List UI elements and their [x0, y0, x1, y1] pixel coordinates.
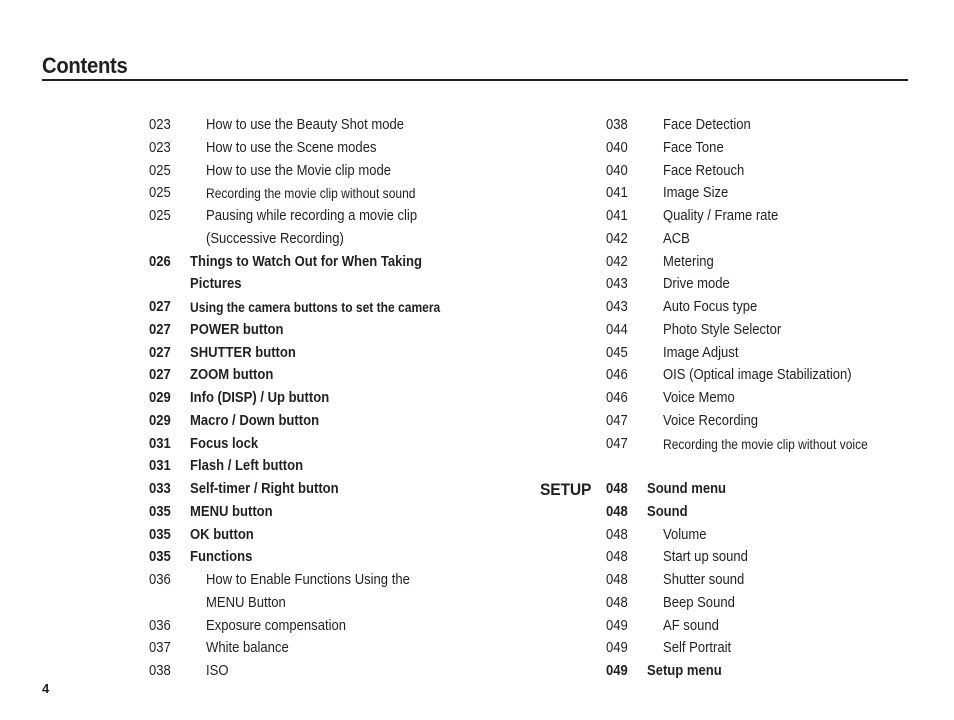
toc-entry[interactable] — [149, 364, 489, 387]
toc-entry[interactable] — [606, 546, 906, 569]
toc-entry-title: ACB — [663, 230, 690, 247]
toc-entry-title: SHUTTER button — [190, 344, 296, 361]
toc-entry-page: 027 — [149, 321, 171, 338]
toc-entry-title: How to use the Movie clip mode — [206, 162, 391, 179]
toc-entry-page: 042 — [606, 253, 628, 270]
toc-entry-title: Recording the movie clip without sound — [206, 185, 416, 202]
toc-entry-title: Face Detection — [663, 117, 751, 133]
toc-entry-page: 038 — [606, 117, 628, 133]
toc-entry[interactable] — [149, 387, 489, 410]
toc-entry[interactable] — [149, 228, 489, 251]
toc-entry[interactable] — [149, 546, 489, 569]
toc-entry-title: POWER button — [190, 321, 284, 338]
toc-entry-title: White balance — [206, 640, 289, 657]
toc-left-column — [149, 114, 489, 683]
toc-entry-title: (Successive Recording) — [206, 230, 344, 247]
toc-entry-title: Info (DISP) / Up button — [190, 390, 330, 406]
toc-entry-page: 031 — [149, 435, 171, 452]
toc-entry-page: 048 — [606, 594, 628, 611]
toc-entry-title: Things to Watch Out for When Taking — [190, 253, 422, 270]
toc-entry[interactable] — [606, 433, 906, 456]
toc-entry-page: 033 — [149, 481, 171, 497]
toc-entry-page: 026 — [149, 253, 171, 270]
toc-entry-page: 041 — [606, 208, 628, 224]
toc-entry[interactable] — [606, 478, 906, 501]
toc-entry-page: 048 — [606, 503, 628, 520]
toc-entry[interactable] — [606, 364, 906, 387]
toc-entry-title: Photo Style Selector — [663, 321, 782, 338]
toc-entry-title: ISO — [206, 663, 229, 679]
toc-entry[interactable] — [606, 660, 906, 683]
toc-entry[interactable] — [149, 319, 489, 342]
title-underline — [42, 79, 908, 81]
toc-entry[interactable] — [149, 296, 489, 319]
toc-entry[interactable] — [606, 387, 906, 410]
toc-entry-page: 029 — [149, 412, 171, 429]
toc-entry-page: 040 — [606, 139, 628, 156]
toc-entry-title: Sound menu — [647, 481, 727, 497]
toc-entry[interactable] — [606, 182, 906, 205]
toc-entry-page: 027 — [149, 344, 171, 361]
toc-entry-title: Voice Memo — [663, 390, 735, 406]
toc-entry-page: 047 — [606, 412, 628, 429]
toc-entry-page: 035 — [149, 503, 171, 520]
toc-entry-page: 038 — [149, 663, 171, 679]
toc-entry-page: 029 — [149, 390, 171, 406]
toc-entry[interactable] — [149, 182, 489, 205]
toc-entry-page: 045 — [606, 344, 628, 361]
toc-entry-title: Image Size — [663, 185, 729, 202]
toc-entry-title: AF sound — [663, 617, 719, 634]
toc-entry-page: 048 — [606, 572, 628, 588]
toc-entry[interactable] — [606, 205, 906, 228]
toc-entry-title: Using the camera buttons to set the camera — [190, 299, 441, 315]
toc-entry[interactable] — [149, 205, 489, 228]
toc-entry[interactable] — [149, 251, 489, 274]
toc-entry[interactable] — [149, 524, 489, 547]
toc-entry[interactable] — [149, 273, 489, 296]
toc-entry[interactable] — [606, 251, 906, 274]
toc-entry-title: Shutter sound — [663, 572, 745, 588]
toc-entry[interactable] — [149, 660, 489, 683]
toc-entry-title: OIS (Optical image Stabilization) — [663, 367, 852, 384]
toc-entry-page: 044 — [606, 321, 628, 338]
toc-entry[interactable] — [149, 592, 489, 615]
toc-entry-page: 048 — [606, 549, 628, 566]
toc-entry[interactable] — [606, 273, 906, 296]
toc-entry-title: Volume — [663, 526, 707, 543]
toc-entry-page: 037 — [149, 640, 171, 657]
toc-entry[interactable] — [149, 501, 489, 524]
page-title: Contents — [42, 53, 128, 78]
toc-entry-page: 046 — [606, 390, 628, 406]
toc-entry-title: Pictures — [190, 276, 242, 293]
toc-entry-title: Functions — [190, 549, 253, 566]
toc-entry[interactable] — [606, 501, 906, 524]
toc-entry-page: 047 — [606, 435, 628, 452]
toc-entry[interactable] — [149, 637, 489, 660]
page-number: 4 — [42, 681, 50, 696]
toc-entry[interactable] — [606, 137, 906, 160]
toc-entry-page: 043 — [606, 299, 628, 315]
toc-entry-title: Pausing while recording a movie clip — [206, 208, 418, 224]
toc-entry[interactable] — [149, 478, 489, 501]
toc-entry-title: Self Portrait — [663, 640, 732, 657]
toc-entry-title: How to use the Scene modes — [206, 139, 377, 156]
toc-entry-title: Focus lock — [190, 435, 259, 452]
toc-entry[interactable] — [606, 114, 906, 137]
toc-entry-title: Sound — [647, 503, 688, 520]
toc-entry[interactable] — [149, 342, 489, 365]
toc-entry[interactable] — [606, 319, 906, 342]
toc-entry-page: 048 — [606, 481, 628, 497]
toc-entry-page: 023 — [149, 117, 171, 133]
toc-entry[interactable] — [149, 569, 489, 592]
toc-entry-page: 025 — [149, 208, 171, 224]
toc-entry-page: 036 — [149, 617, 171, 634]
toc-entry-title: Setup menu — [647, 663, 722, 679]
toc-entry-title: Quality / Frame rate — [663, 208, 779, 224]
toc-entry[interactable] — [149, 137, 489, 160]
toc-entry-title: Auto Focus type — [663, 299, 758, 315]
toc-entry-title: Image Adjust — [663, 344, 739, 361]
toc-entry-title: MENU Button — [206, 594, 286, 611]
toc-entry-page: 040 — [606, 162, 628, 179]
toc-entry-title: Macro / Down button — [190, 412, 320, 429]
toc-entry[interactable] — [149, 160, 489, 183]
toc-entry-title: How to Enable Functions Using the — [206, 572, 410, 588]
toc-entry-page: 041 — [606, 185, 628, 202]
section-label-setup: SETUP — [540, 480, 592, 499]
toc-entry-page: 035 — [149, 549, 171, 566]
toc-entry[interactable] — [606, 592, 906, 615]
toc-entry[interactable] — [606, 342, 906, 365]
toc-entry[interactable] — [606, 615, 906, 638]
toc-entry-page: 043 — [606, 276, 628, 293]
toc-entry-page: 025 — [149, 185, 171, 202]
toc-entry-title: Flash / Left button — [190, 458, 304, 475]
toc-entry-title: Beep Sound — [663, 594, 735, 611]
toc-entry-title: How to use the Beauty Shot mode — [206, 117, 405, 133]
toc-entry[interactable] — [149, 455, 489, 478]
toc-entry[interactable] — [606, 296, 906, 319]
toc-right-column — [606, 114, 906, 683]
toc-entry[interactable] — [149, 615, 489, 638]
toc-spacer — [606, 455, 906, 478]
toc-entry[interactable] — [606, 410, 906, 433]
toc-entry[interactable] — [606, 524, 906, 547]
toc-entry-page: 036 — [149, 572, 171, 588]
toc-entry-page: 048 — [606, 526, 628, 543]
toc-entry-page: 049 — [606, 663, 628, 679]
toc-entry[interactable] — [606, 160, 906, 183]
toc-entry-page: 027 — [149, 299, 171, 315]
toc-entry[interactable] — [149, 433, 489, 456]
toc-entry-page: 042 — [606, 230, 628, 247]
toc-entry-title: Drive mode — [663, 276, 730, 293]
toc-entry-title: Recording the movie clip without voice — [663, 435, 868, 452]
toc-entry-title: ZOOM button — [190, 367, 274, 384]
toc-entry-page: 049 — [606, 640, 628, 657]
toc-entry-page: 025 — [149, 162, 171, 179]
toc-entry-title: Voice Recording — [663, 412, 759, 429]
toc-entry-title: Face Tone — [663, 139, 724, 156]
toc-entry-title: Start up sound — [663, 549, 748, 566]
toc-entry[interactable] — [149, 114, 489, 137]
toc-entry-title: Face Retouch — [663, 162, 745, 179]
toc-entry[interactable] — [606, 637, 906, 660]
toc-entry-page: 046 — [606, 367, 628, 384]
toc-entry-title: Exposure compensation — [206, 617, 347, 634]
toc-entry-title: MENU button — [190, 503, 273, 520]
toc-entry-page: 031 — [149, 458, 171, 475]
toc-entry-page: 049 — [606, 617, 628, 634]
toc-entry-title: OK button — [190, 526, 254, 543]
toc-entry-page: 023 — [149, 139, 171, 156]
toc-entry-title: Self-timer / Right button — [190, 481, 339, 497]
toc-entry[interactable] — [606, 228, 906, 251]
toc-entry[interactable] — [149, 410, 489, 433]
toc-entry[interactable] — [606, 569, 906, 592]
toc-entry-page: 027 — [149, 367, 171, 384]
toc-entry-title: Metering — [663, 253, 714, 270]
toc-entry-page: 035 — [149, 526, 171, 543]
